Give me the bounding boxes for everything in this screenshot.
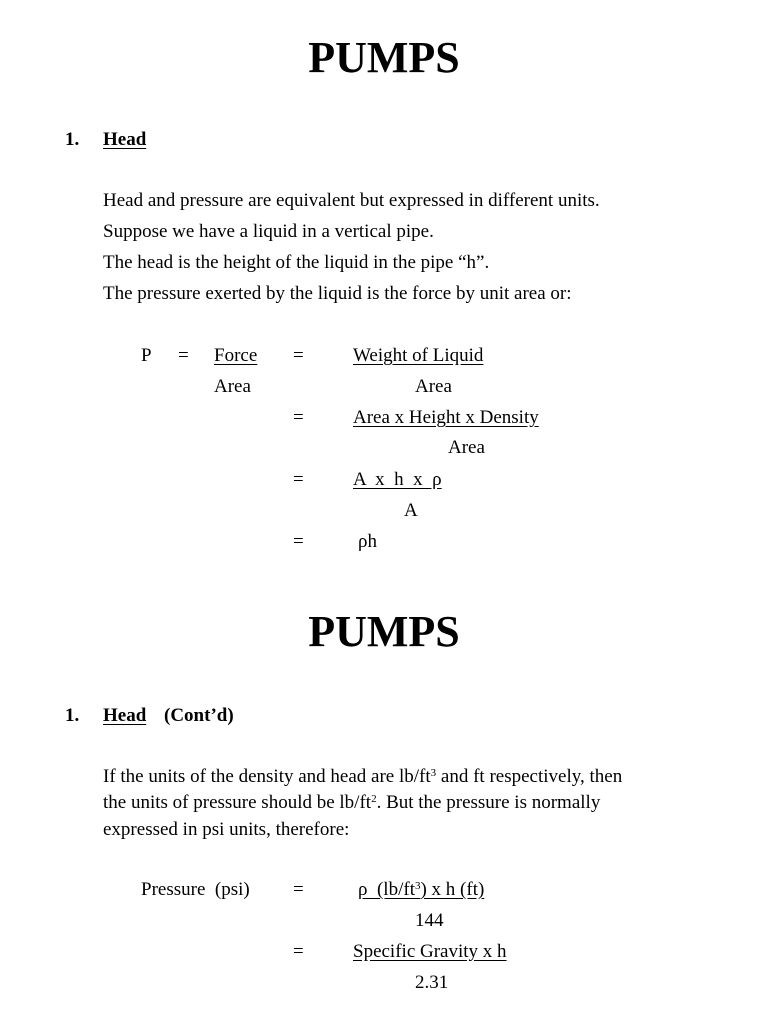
- eq-equals-2: =: [293, 345, 304, 366]
- slide2-paragraph-line-3: expressed in psi units, therefore:: [103, 819, 350, 840]
- slide2-heading: Head: [103, 705, 147, 726]
- eq-area-height-density-numerator: Area x Height x Density: [353, 407, 539, 428]
- slide1-paragraph-line-3: The head is the height of the liquid in the pipe “h”.: [103, 252, 490, 273]
- eq-rho-h-result: ρh: [358, 531, 377, 552]
- slide2-heading-suffix: (Cont’d): [164, 705, 234, 726]
- eq-a-h-rho-numerator: A x h x ρ: [353, 469, 442, 490]
- slide1-paragraph-line-4: The pressure exerted by the liquid is the force by unit area or:: [103, 283, 572, 304]
- slide1-paragraph-line-2: Suppose we have a liquid in a vertical pipe.: [103, 221, 434, 242]
- eq-pressure-psi-label: Pressure (psi): [141, 879, 250, 900]
- eq-force-numerator: Force: [214, 345, 258, 366]
- slide1-heading: Head: [103, 129, 147, 150]
- eq-equals-4: =: [293, 469, 304, 490]
- eq-area-denominator-3: Area: [448, 437, 485, 458]
- eq2-specific-gravity-numerator: Specific Gravity x h: [353, 941, 507, 962]
- eq2-rho-h-numerator: ρ $(lb/ft^3)$ x h (ft): [358, 879, 485, 900]
- eq2-231-denominator: 2.31: [415, 972, 449, 993]
- slide2-paragraph-line-1: If the units of the density and head are $lb/ft^3$ and ft respectively, then: [103, 766, 623, 787]
- eq2-equals-2: =: [293, 941, 304, 962]
- slide2-title: PUMPS: [308, 607, 460, 656]
- eq-area-denominator-2: Area: [415, 376, 452, 397]
- eq-equals-5: =: [293, 531, 304, 552]
- eq2-equals-1: =: [293, 879, 304, 900]
- eq-p-symbol: P: [141, 345, 152, 366]
- slide2-paragraph-line-2: the units of pressure should be $lb/ft^2$. But the pressure is normally: [103, 792, 601, 813]
- eq-area-denominator-1: Area: [214, 376, 251, 397]
- slide2-heading-number: 1.: [65, 705, 80, 726]
- slide1-heading-number: 1.: [65, 129, 80, 150]
- eq-a-denominator: A: [404, 500, 418, 521]
- slide1-title: PUMPS: [308, 33, 460, 82]
- eq2-144-denominator: 144: [415, 910, 444, 931]
- eq-weight-numerator: Weight of Liquid: [353, 345, 484, 366]
- eq-equals-3: =: [293, 407, 304, 428]
- slide1-paragraph-line-1: Head and pressure are equivalent but expressed in different units.: [103, 190, 600, 211]
- eq-equals-1: =: [178, 345, 189, 366]
